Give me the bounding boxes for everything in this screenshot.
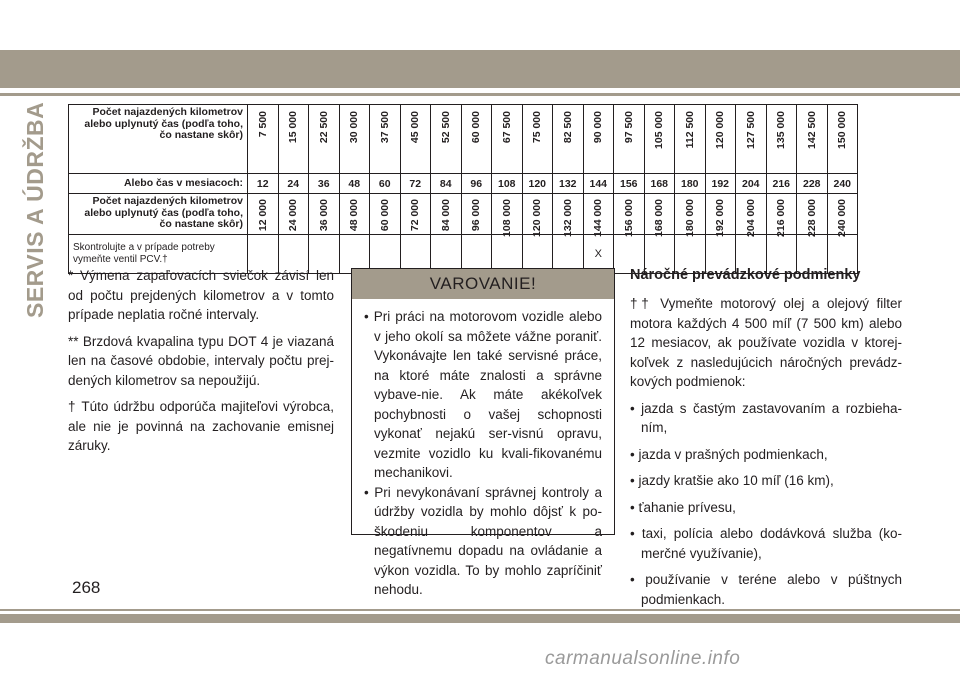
km-cell [248,105,279,174]
severe-conditions [630,266,902,616]
km-cell [492,105,523,174]
km-alt-cell [492,194,523,235]
km-alt-value: 36 000 [317,199,330,232]
list-item: • používanie v teréne alebo v púštnych podmienkach. [630,572,902,607]
km-alt-cell [797,194,828,235]
month-cell: 60 [370,174,401,194]
footnote: ** Brzdová kvapalina typu DOT 4 je viazaná len na časové obdobie, intervaly počtu prej-dených kilometrov sa nepoužijú. [68,333,334,388]
km-alt-cell [370,194,401,235]
warning-title: VAROVANIE! [352,269,614,299]
row-header-km-alt: Počet najazdených kilometrov alebo uplynutý čas (podľa toho, čo nastane skôr) [69,194,248,235]
km-alt-value: 12 000 [256,199,269,232]
row-header-km: Počet najazdených kilometrov alebo uplynutý čas (podľa toho, čo nastane skôr) [69,105,248,174]
month-cell: 168 [644,174,675,194]
km-alt-cell [766,194,797,235]
top-margin [0,0,960,50]
km-alt-value: 204 000 [744,199,757,237]
km-alt-cell [827,194,858,235]
km-alt-cell [339,194,370,235]
km-alt-value: 84 000 [439,199,452,232]
footnote: † Túto údržbu odporúča majiteľovi výrobca, ale nie je povinná na zachovanie emisnej záruky. [68,399,334,453]
km-alt-cell [675,194,706,235]
km-value: 90 000 [592,111,605,144]
km-alt-cell [400,194,431,235]
km-value: 127 500 [744,111,757,149]
footnote: * Výmena zapaľovacích sviečok závisí len od počtu prejdených kilometrov a v tomto prípade neplatia ročné intervaly. [68,268,334,322]
month-cell: 216 [766,174,797,194]
km-cell [736,105,767,174]
km-alt-value: 108 000 [500,199,513,237]
pcv-cell: X [583,235,614,274]
km-value: 97 500 [622,111,635,144]
km-alt-cell [705,194,736,235]
km-alt-value: 144 000 [592,199,605,237]
km-alt-cell [522,194,553,235]
km-value: 75 000 [531,111,544,144]
km-cell [431,105,462,174]
km-alt-cell [644,194,675,235]
km-alt-value: 168 000 [653,199,666,237]
month-cell: 96 [461,174,492,194]
km-cell [766,105,797,174]
pcv-note: Skontrolujte a v prípade potreby vymeňte ventil PCV.† [69,235,248,274]
list-item: • jazda v prašných podmienkach, [630,446,828,462]
km-alt-cell [553,194,584,235]
month-cell: 120 [522,174,553,194]
month-cell: 108 [492,174,523,194]
km-cell [309,105,340,174]
km-alt-value: 192 000 [714,199,727,237]
km-alt-cell [736,194,767,235]
km-alt-cell [278,194,309,235]
month-cell: 156 [614,174,645,194]
km-alt-cell [614,194,645,235]
km-alt-value: 132 000 [561,199,574,237]
km-cell [797,105,828,174]
warning-box [351,268,615,597]
km-alt-value: 216 000 [775,199,788,237]
list-item: • ťahanie prívesu, [630,499,736,515]
km-cell [675,105,706,174]
km-alt-value: 156 000 [622,199,635,237]
month-cell: 144 [583,174,614,194]
km-alt-value: 24 000 [287,199,300,232]
table-row-months [69,174,858,194]
km-value: 45 000 [409,111,422,144]
km-alt-value: 240 000 [836,199,849,237]
km-value: 37 500 [378,111,391,144]
km-cell [278,105,309,174]
km-value: 120 000 [714,111,727,149]
list-item: • jazdy kratšie ako 10 míľ (16 km), [630,473,834,488]
km-value: 15 000 [287,111,300,144]
km-alt-value: 120 000 [531,199,544,237]
km-alt-value: 72 000 [409,199,422,232]
km-value: 52 500 [439,111,452,144]
km-value: 67 500 [500,111,513,144]
km-alt-value: 180 000 [683,199,696,237]
table-row-km-alt [69,194,858,235]
km-alt-value: 48 000 [348,199,361,232]
header-rule [0,93,960,96]
km-cell [614,105,645,174]
km-cell [705,105,736,174]
km-alt-cell [583,194,614,235]
warning-item: • Pri práci na motorovom vozidle alebo v jeho okolí sa môžete vážne poraniť. Vykonávajte len také servisné práce, na ktoré máte znalosti a správne vybave-nie. Ak máte akékoľvek pochybnosti o vašej schopnosti vykonať nejakú ser-visnú opravu, vezmite vozidlo ku kvali-fikovanému mechanikovi. [364,309,602,480]
km-alt-value: 96 000 [470,199,483,232]
km-value: 22 500 [317,111,330,144]
km-alt-value: 228 000 [805,199,818,237]
footnotes [68,266,334,463]
km-cell [583,105,614,174]
list-item: • taxi, polícia alebo dodávková služba (ko-merčné využívanie), [630,526,902,561]
km-cell [553,105,584,174]
watermark: carmanualsonline.info [545,648,741,669]
month-cell: 228 [797,174,828,194]
month-cell: 132 [553,174,584,194]
km-value: 150 000 [836,111,849,149]
section-label: SERVIS A ÚDRŽBA [22,101,48,318]
header-band [0,50,960,88]
km-cell [461,105,492,174]
km-value: 7 500 [256,111,269,138]
km-value: 105 000 [653,111,666,149]
km-value: 60 000 [470,111,483,144]
section-heading: Náročné prevádzkové podmienky [630,267,861,283]
km-cell [339,105,370,174]
month-cell: 36 [309,174,340,194]
km-cell [827,105,858,174]
km-alt-cell [248,194,279,235]
month-cell: 48 [339,174,370,194]
month-cell: 84 [431,174,462,194]
warning-item: • Pri nevykonávaní správnej kontroly a údržby vozidla by mohlo dôjsť k po-škodeniu komponentov a negatívnemu dopadu na ovládanie a výkon vozidla. To by mohlo zapríčiniť nehodu. [364,484,602,597]
km-value: 82 500 [561,111,574,144]
km-value: 142 500 [805,111,818,149]
km-alt-value: 60 000 [378,199,391,232]
maintenance-table [68,104,858,274]
page-number: 268 [72,578,101,597]
conditions-list [630,399,902,610]
km-cell [644,105,675,174]
km-cell [370,105,401,174]
intro-paragraph: †† Vymeňte motorový olej a olejový filter motora každých 4 500 míľ (7 500 km) alebo 12 mesiacov, ak používate vozidla v ktorej-koľvek z nasledujúcich náročných prevádz-kových podmienok: [630,296,902,389]
km-alt-cell [431,194,462,235]
list-item: • jazda s častým zastavovaním a rozbieha-ním, [630,400,902,435]
km-value: 30 000 [348,111,361,144]
km-alt-cell [309,194,340,235]
month-cell: 192 [705,174,736,194]
month-cell: 240 [827,174,858,194]
footer-band [0,614,960,623]
month-cell: 180 [675,174,706,194]
row-header-months: Alebo čas v mesiacoch: [69,174,248,194]
month-cell: 12 [248,174,279,194]
month-cell: 24 [278,174,309,194]
month-cell: 204 [736,174,767,194]
km-cell [522,105,553,174]
footer-rule [0,609,960,611]
table-row-km [69,105,858,174]
warning-list [352,307,614,600]
km-alt-cell [461,194,492,235]
month-cell: 72 [400,174,431,194]
km-value: 112 500 [683,111,696,149]
km-cell [400,105,431,174]
km-value: 135 000 [775,111,788,149]
